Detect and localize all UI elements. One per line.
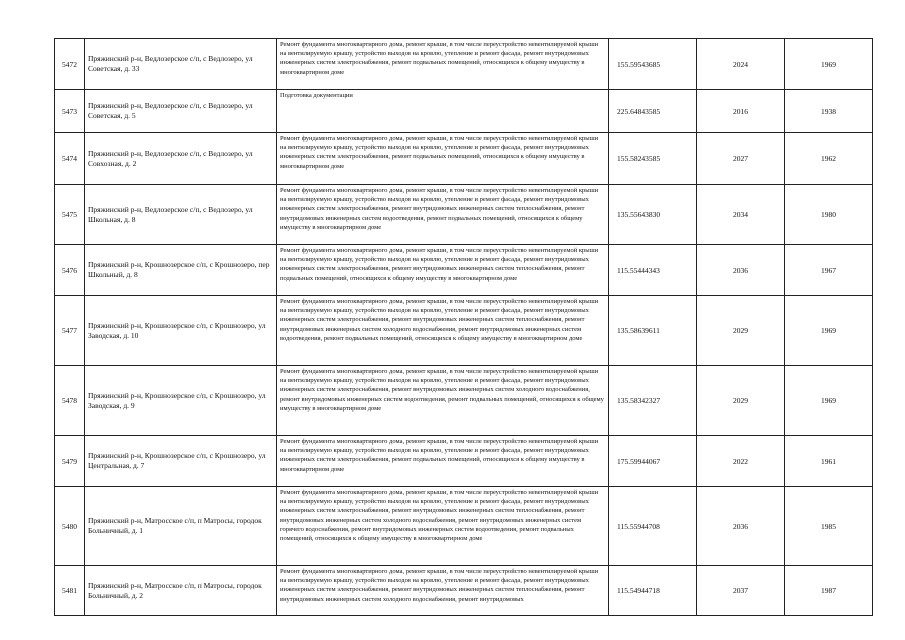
built-year-cell: 1967 bbox=[785, 245, 873, 296]
table-row bbox=[55, 487, 873, 566]
address-cell: Пряжинский р-н, Крошнозерское с/п, с Крошнозеро, ул Центральная, д. 7 bbox=[85, 436, 277, 487]
address-cell: Пряжинский р-н, Ведлозерское с/п, с Ведлозеро, ул Советская, д. 33 bbox=[85, 39, 277, 90]
works-cell: Ремонт фундамента многоквартирного дома, ремонт крыши, в том числе переустройство невентилируемой крыши на вентилируемую крышу, устройство выходов на кровлю, утепление и ремонт фасада, ремонт внутридомовых инженерных систем электроснабжения, ремонт подвальных помещений, относящихся к общему имуществу в многоквартирном доме bbox=[277, 133, 609, 185]
works-cell: Ремонт фундамента многоквартирного дома, ремонт крыши, в том числе переустройство невентилируемой крыши на вентилируемую крышу, устройство выходов на кровлю, утепление и ремонт фасада, ремонт внутридомовых инженерных систем электроснабжения, ремонт внутридомовых инженерных систем холодного водоснабжения, ремонт внутридомовых инженерных систем водоотведения, ремонт подвальных помещений, относящихся к общему имуществу в многоквартирном доме bbox=[277, 366, 609, 436]
cost-cell: 115.55944708 bbox=[609, 487, 697, 566]
cost-cell: 135.58342327 bbox=[609, 366, 697, 436]
works-cell: Ремонт фундамента многоквартирного дома, ремонт крыши, в том числе переустройство невентилируемой крыши на вентилируемую крышу, устройство выходов на кровлю, утепление и ремонт фасада, ремонт внутридомовых инженерных систем электроснабжения, ремонт внутридомовых инженерных систем теплоснабжения, ремонт внутридомовых инженерных систем холодного водоснабжения, ремонт внутридомовых bbox=[277, 566, 609, 616]
built-year-cell: 1985 bbox=[785, 487, 873, 566]
table-row bbox=[55, 436, 873, 487]
table-row bbox=[55, 90, 873, 133]
cost-cell: 155.59543685 bbox=[609, 39, 697, 90]
works-cell: Ремонт фундамента многоквартирного дома, ремонт крыши, в том числе переустройство невентилируемой крыши на вентилируемую крышу, устройство выходов на кровлю, утепление и ремонт фасада, ремонт внутридомовых инженерных систем электроснабжения, ремонт подвальных помещений, относящихся к общему имуществу в многоквартирном доме bbox=[277, 436, 609, 487]
built-year-cell: 1969 bbox=[785, 366, 873, 436]
repair-year-cell: 2037 bbox=[697, 566, 785, 616]
table-row bbox=[55, 296, 873, 366]
repair-year-cell: 2027 bbox=[697, 133, 785, 185]
cost-cell: 115.54944718 bbox=[609, 566, 697, 616]
repair-year-cell: 2034 bbox=[697, 185, 785, 245]
repair-year-cell: 2029 bbox=[697, 366, 785, 436]
cost-cell: 115.55444343 bbox=[609, 245, 697, 296]
capital-repair-table bbox=[54, 38, 873, 616]
repair-year-cell: 2024 bbox=[697, 39, 785, 90]
repair-year-cell: 2036 bbox=[697, 245, 785, 296]
row-number: 5478 bbox=[55, 366, 85, 436]
cost-cell: 155.58243585 bbox=[609, 133, 697, 185]
cost-cell: 175.59944067 bbox=[609, 436, 697, 487]
repair-year-cell: 2036 bbox=[697, 487, 785, 566]
works-cell: Ремонт фундамента многоквартирного дома, ремонт крыши, в том числе переустройство невентилируемой крыши на вентилируемую крышу, устройство выходов на кровлю, утепление и ремонт фасада, ремонт внутридомовых инженерных систем электроснабжения, ремонт подвальных помещений, относящихся к общему имуществу в многоквартирном доме bbox=[277, 39, 609, 90]
table-row bbox=[55, 366, 873, 436]
address-cell: Пряжинский р-н, Крошнозерское с/п, с Крошнозеро, ул Заводская, д. 10 bbox=[85, 296, 277, 366]
works-cell: Подготовка документации bbox=[277, 90, 609, 133]
row-number: 5481 bbox=[55, 566, 85, 616]
row-number: 5479 bbox=[55, 436, 85, 487]
row-number: 5476 bbox=[55, 245, 85, 296]
works-cell: Ремонт фундамента многоквартирного дома, ремонт крыши, в том числе переустройство невентилируемой крыши на вентилируемую крышу, устройство выходов на кровлю, утепление и ремонт фасада, ремонт внутридомовых инженерных систем электроснабжения, ремонт внутридомовых инженерных систем теплоснабжения, ремонт подвальных помещений, относящихся к общему имуществу в многоквартирном доме bbox=[277, 245, 609, 296]
address-cell: Пряжинский р-н, Ведлозерское с/п, с Ведлозеро, ул Школьная, д. 8 bbox=[85, 185, 277, 245]
address-cell: Пряжинский р-н, Матросское с/п, п Матросы, городок Больничный, д. 2 bbox=[85, 566, 277, 616]
table-row bbox=[55, 245, 873, 296]
address-cell: Пряжинский р-н, Крошнозерское с/п, с Крошнозеро, ул Заводская, д. 9 bbox=[85, 366, 277, 436]
built-year-cell: 1962 bbox=[785, 133, 873, 185]
built-year-cell: 1969 bbox=[785, 39, 873, 90]
works-cell: Ремонт фундамента многоквартирного дома, ремонт крыши, в том числе переустройство невентилируемой крыши на вентилируемую крышу, устройство выходов на кровлю, утепление и ремонт фасада, ремонт внутридомовых инженерных систем электроснабжения, ремонт внутридомовых инженерных систем теплоснабжения, ремонт внутридомовых инженерных систем холодного водоснабжения, ремонт внутридомовых инженерных систем горячего водоснабжения, ремонт внутридомовых инженерных систем водоотведения, ремонт подвальных помещений, относящихся к общему имуществу в многоквартирном доме bbox=[277, 487, 609, 566]
built-year-cell: 1938 bbox=[785, 90, 873, 133]
cost-cell: 225.64843585 bbox=[609, 90, 697, 133]
works-cell: Ремонт фундамента многоквартирного дома, ремонт крыши, в том числе переустройство невентилируемой крыши на вентилируемую крышу, устройство выходов на кровлю, утепление и ремонт фасада, ремонт внутридомовых инженерных систем электроснабжения, ремонт внутридомовых инженерных систем теплоснабжения, ремонт внутридомовых инженерных систем холодного водоснабжения, ремонт внутридомовых инженерных систем водоотведения, ремонт подвальных помещений, относящихся к общему имуществу в многоквартирном доме bbox=[277, 296, 609, 366]
repair-year-cell: 2016 bbox=[697, 90, 785, 133]
row-number: 5480 bbox=[55, 487, 85, 566]
built-year-cell: 1961 bbox=[785, 436, 873, 487]
cost-cell: 135.58639611 bbox=[609, 296, 697, 366]
works-cell: Ремонт фундамента многоквартирного дома, ремонт крыши, в том числе переустройство невентилируемой крыши на вентилируемую крышу, устройство выходов на кровлю, утепление и ремонт фасада, ремонт внутридомовых инженерных систем электроснабжения, ремонт внутридомовых инженерных систем теплоснабжения, ремонт внутридомовых инженерных систем водоотведения, ремонт подвальных помещений, относящихся к общему имуществу в многоквартирном доме bbox=[277, 185, 609, 245]
row-number: 5472 bbox=[55, 39, 85, 90]
built-year-cell: 1969 bbox=[785, 296, 873, 366]
table-row bbox=[55, 185, 873, 245]
table-row bbox=[55, 566, 873, 616]
address-cell: Пряжинский р-н, Ведлозерское с/п, с Ведлозеро, ул Совхозная, д. 2 bbox=[85, 133, 277, 185]
built-year-cell: 1987 bbox=[785, 566, 873, 616]
built-year-cell: 1980 bbox=[785, 185, 873, 245]
cost-cell: 135.55643830 bbox=[609, 185, 697, 245]
address-cell: Пряжинский р-н, Матросское с/п, п Матросы, городок Больничный, д. 1 bbox=[85, 487, 277, 566]
row-number: 5474 bbox=[55, 133, 85, 185]
address-cell: Пряжинский р-н, Крошнозерское с/п, с Крошнозеро, пер Школьный, д. 8 bbox=[85, 245, 277, 296]
row-number: 5477 bbox=[55, 296, 85, 366]
repair-year-cell: 2029 bbox=[697, 296, 785, 366]
row-number: 5473 bbox=[55, 90, 85, 133]
row-number: 5475 bbox=[55, 185, 85, 245]
repair-year-cell: 2022 bbox=[697, 436, 785, 487]
table-row bbox=[55, 133, 873, 185]
table-row bbox=[55, 39, 873, 90]
address-cell: Пряжинский р-н, Ведлозерское с/п, с Ведлозеро, ул Советская, д. 5 bbox=[85, 90, 277, 133]
